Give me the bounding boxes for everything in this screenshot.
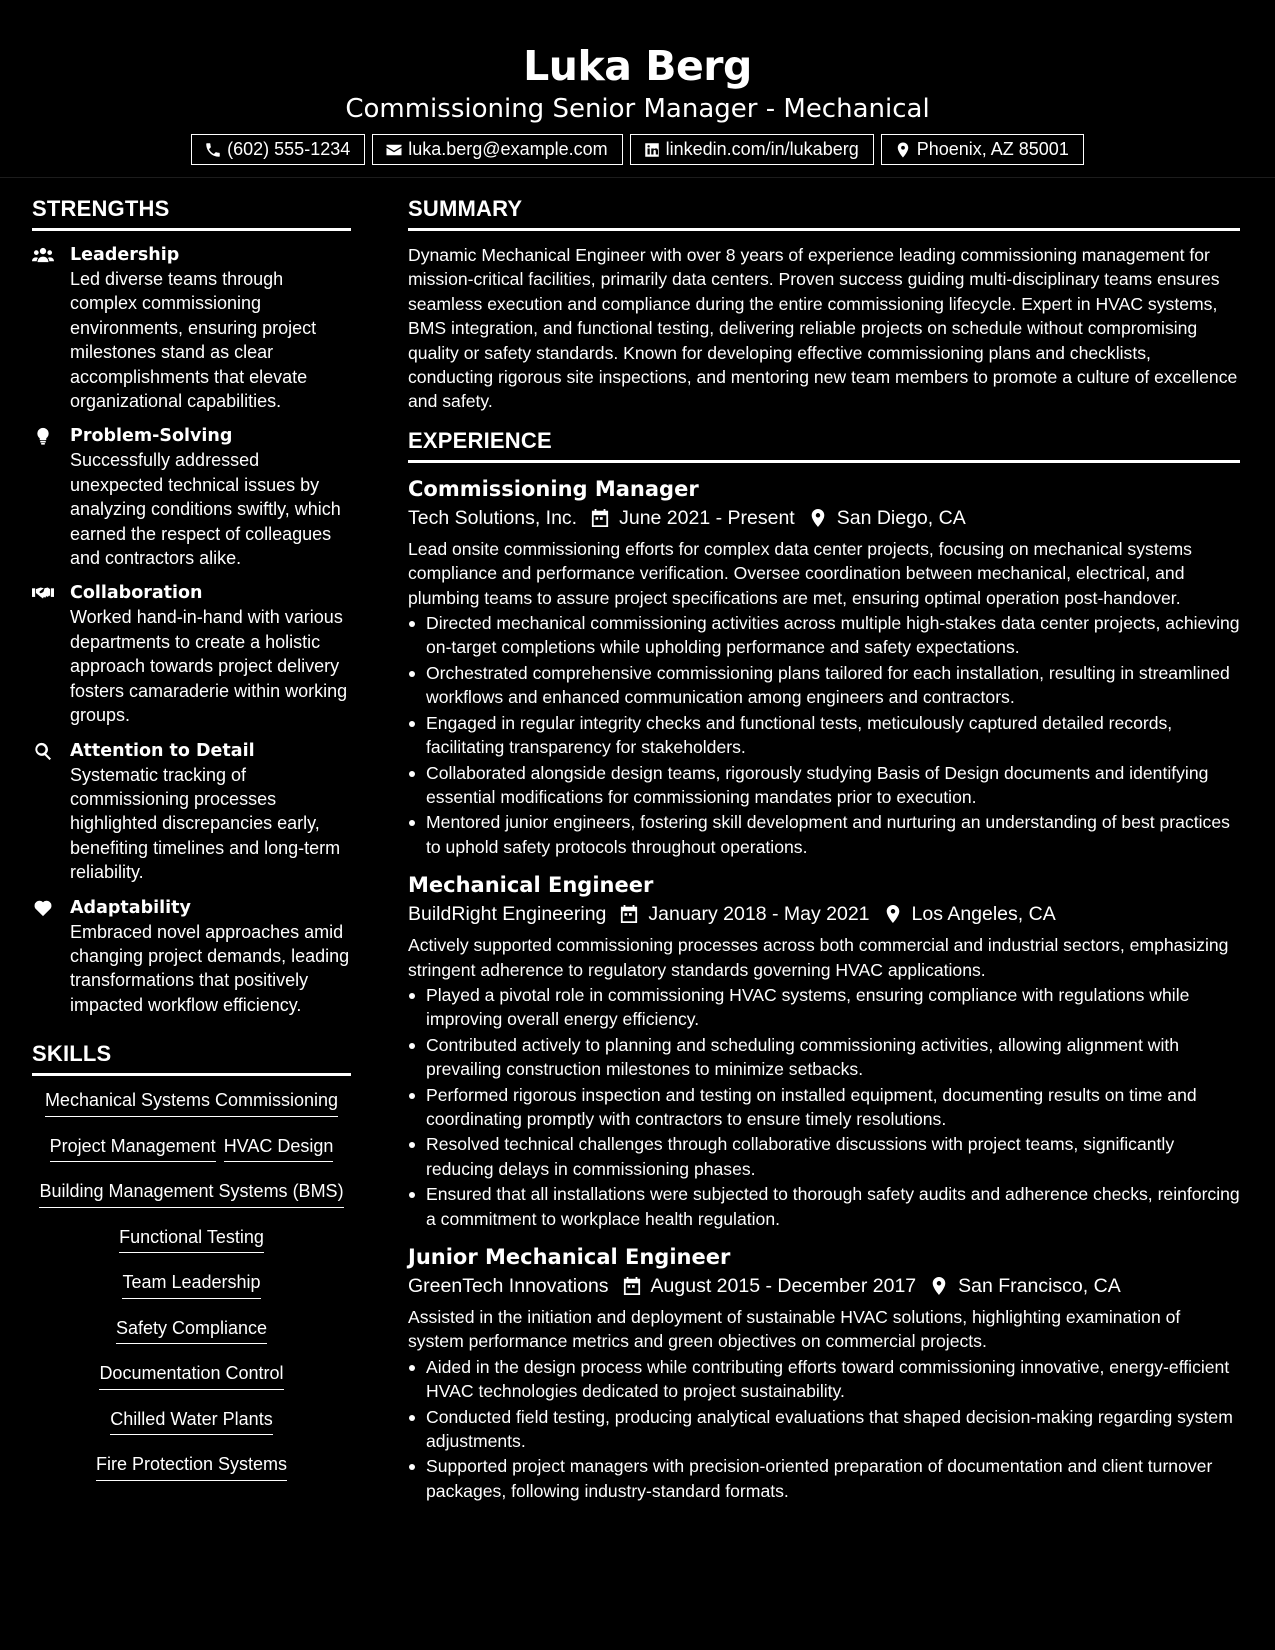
skill-tag: Team Leadership	[122, 1270, 260, 1299]
contact-location[interactable]	[881, 134, 1084, 165]
skills-heading: SKILLS	[32, 1041, 351, 1076]
strength-title: Leadership	[70, 245, 180, 265]
job-location: San Francisco, CA	[958, 1275, 1121, 1297]
job-dates: June 2021 - Present	[619, 506, 795, 529]
strength-item	[32, 243, 351, 413]
contact-bar	[0, 134, 1275, 165]
skill-tag: Chilled Water Plants	[110, 1407, 272, 1436]
calendar-icon	[591, 508, 609, 528]
job-entry	[408, 475, 1240, 859]
contact-email-text: luka.berg@example.com	[408, 139, 608, 159]
strength-item	[32, 581, 351, 727]
job-description: Lead onsite commissioning efforts for complex data center projects, focusing on mechanical systems compliance and performance verification. Oversee coordination between mechanical, electrical, and plumbing teams to assure project specifications are met, ensuring optimal operation post-handover.	[408, 538, 1192, 608]
contact-linkedin[interactable]	[630, 134, 874, 165]
map-pin-icon	[884, 904, 902, 924]
bullet-item: Played a pivotal role in commissioning HVAC systems, ensuring compliance with regulations while improving overall energy efficiency.	[408, 983, 1240, 1032]
map-pin-icon	[930, 1276, 948, 1296]
bullet-item: Conducted field testing, producing analytical evaluations that shaped decision-making regarding system adjustments.	[408, 1405, 1240, 1454]
bullet-item: Engaged in regular integrity checks and functional tests, meticulously captured detailed records, facilitating transparency for stakeholders.	[408, 711, 1240, 760]
contact-phone[interactable]	[191, 134, 365, 165]
lightbulb-icon	[32, 427, 54, 445]
job-company: Tech Solutions, Inc.	[408, 506, 578, 529]
calendar-icon	[620, 904, 638, 924]
bullet-item: Ensured that all installations were subjected to thorough safety audits and adherence checks, reinforcing a commitment to workplace health regulation.	[408, 1182, 1240, 1231]
strength-desc: Successfully addressed unexpected technical issues by analyzing conditions swiftly, which earned the respect of colleagues and contractors alike.	[70, 450, 341, 569]
bullet-item: Supported project managers with precision-oriented preparation of documentation and client turnover packages, following industry-standard formats.	[408, 1454, 1240, 1503]
strength-title: Problem-Solving	[70, 426, 233, 447]
skill-tag: Safety Compliance	[116, 1316, 267, 1345]
job-meta	[408, 899, 1240, 929]
linkedin-icon	[643, 141, 661, 159]
strength-desc: Worked hand-in-hand with various departments to create a holistic approach towards project delivery fosters camaraderie within working groups.	[70, 607, 348, 726]
strength-title: Adaptability	[70, 897, 191, 918]
candidate-title: Commissioning Senior Manager - Mechanical	[345, 94, 930, 124]
job-bullets	[408, 983, 1240, 1231]
job-dates: August 2015 - December 2017	[650, 1275, 917, 1297]
strength-title: Attention to Detail	[70, 740, 255, 761]
bullet-item: Mentored junior engineers, fostering skill development and nurturing an understanding of best practices to uphold safety protocols throughout operations.	[408, 810, 1240, 859]
strength-item	[32, 896, 351, 1018]
bullet-item: Contributed actively to planning and scheduling commissioning activities, allowing alignment with prevailing construction milestones to minimize setbacks.	[408, 1033, 1240, 1082]
contact-phone-text: (602) 555-1234	[227, 139, 351, 159]
job-title: Mechanical Engineer	[408, 873, 654, 898]
strength-item	[32, 424, 351, 570]
bullet-item: Performed rigorous inspection and testing on installed equipment, documenting results on time and coordinating promptly with contractors to ensure timely resolutions.	[408, 1083, 1240, 1132]
strength-desc: Led diverse teams through complex commissioning environments, ensuring project milestones stand as clear accomplishments that elevate organizational capabilities.	[70, 269, 317, 412]
job-description: Actively supported commissioning processes across both commercial and industrial sectors, emphasizing stringent adherence to regulatory standards governing HVAC applications.	[408, 935, 1229, 980]
job-bullets	[408, 611, 1240, 859]
skill-tag: Documentation Control	[99, 1361, 283, 1390]
contact-email[interactable]	[372, 134, 622, 165]
job-company: GreenTech Innovations	[408, 1275, 609, 1297]
handshake-icon	[32, 584, 54, 602]
users-icon	[32, 246, 54, 264]
summary-text: Dynamic Mechanical Engineer with over 8 years of experience leading commissioning management for mission-critical facilities, primarily data centers. Proven success guiding multi-disciplinary teams ensures seamless execution and compliance during the entire commissioning lifecycle. Expert in HVAC systems, BMS integration, and functional testing, delivering reliable projects on schedule without compromising quality or safety standards. Known for developing effective commissioning plans and checklists, conducting rigorous site inspections, and mentoring new team members to promote a culture of excellence and safety.	[408, 245, 1238, 412]
skill-tag: Building Management Systems (BMS)	[39, 1179, 344, 1208]
search-icon	[32, 742, 54, 760]
contact-location-text: Phoenix, AZ 85001	[916, 139, 1069, 159]
strength-item	[32, 739, 351, 885]
experience-heading: EXPERIENCE	[408, 428, 1240, 463]
left-column	[32, 196, 351, 1498]
candidate-name: Luka Berg	[523, 42, 752, 90]
bullet-item: Aided in the design process while contributing efforts toward commissioning innovative, energy-efficient HVAC technologies dedicated to project sustainability.	[408, 1355, 1240, 1404]
strength-desc: Systematic tracking of commissioning processes highlighted discrepancies early, benefiting timelines and long-term reliability.	[70, 764, 341, 883]
right-column	[408, 196, 1240, 1515]
envelope-icon	[385, 141, 403, 159]
job-bullets	[408, 1355, 1240, 1503]
skill-tag: Fire Protection Systems	[96, 1452, 287, 1481]
job-dates: January 2018 - May 2021	[648, 903, 870, 926]
strengths-heading: STRENGTHS	[32, 196, 351, 231]
job-meta	[408, 1271, 1240, 1301]
contact-linkedin-text: linkedin.com/in/lukaberg	[665, 139, 859, 159]
bullet-item: Orchestrated comprehensive commissioning plans tailored for each installation, resulting in streamlined workflows and enhanced communication among engineers and contractors.	[408, 661, 1240, 710]
strength-desc: Embraced novel approaches amid changing project demands, leading transformations that positively impacted workflow efficiency.	[70, 921, 350, 1015]
skill-tag: Project Management	[50, 1134, 216, 1163]
skill-tag: Functional Testing	[119, 1225, 264, 1254]
job-description: Assisted in the initiation and deployment of sustainable HVAC solutions, highlighting examination of system performance metrics and green objectives on commercial projects.	[408, 1307, 1181, 1352]
job-title: Commissioning Manager	[408, 476, 699, 501]
calendar-icon	[623, 1276, 641, 1296]
job-meta	[408, 503, 1240, 533]
bullet-item: Resolved technical challenges through collaborative discussions with project teams, significantly reducing delays in commissioning phases.	[408, 1132, 1240, 1181]
map-pin-icon	[809, 508, 827, 528]
job-location: San Diego, CA	[836, 506, 966, 529]
job-title: Junior Mechanical Engineer	[408, 1245, 731, 1269]
job-entry	[408, 871, 1240, 1231]
heart-icon	[32, 899, 54, 917]
skills-list	[32, 1088, 351, 1498]
job-location: Los Angeles, CA	[911, 903, 1056, 926]
resume-header	[0, 0, 1275, 178]
job-entry	[408, 1243, 1240, 1503]
strength-title: Collaboration	[70, 583, 203, 604]
phone-icon	[204, 141, 222, 159]
skill-tag: HVAC Design	[224, 1134, 334, 1163]
summary-heading: SUMMARY	[408, 196, 1240, 231]
bullet-item: Collaborated alongside design teams, rigorously studying Basis of Design documents and identifying essential modifications for commissioning mandates prior to execution.	[408, 761, 1240, 810]
job-company: BuildRight Engineering	[408, 903, 607, 926]
bullet-item: Directed mechanical commissioning activities across multiple high-stakes data center projects, achieving on-target completions while upholding performance and safety expectations.	[408, 611, 1240, 660]
skill-tag: Mechanical Systems Commissioning	[45, 1088, 338, 1117]
map-pin-icon	[894, 141, 912, 159]
